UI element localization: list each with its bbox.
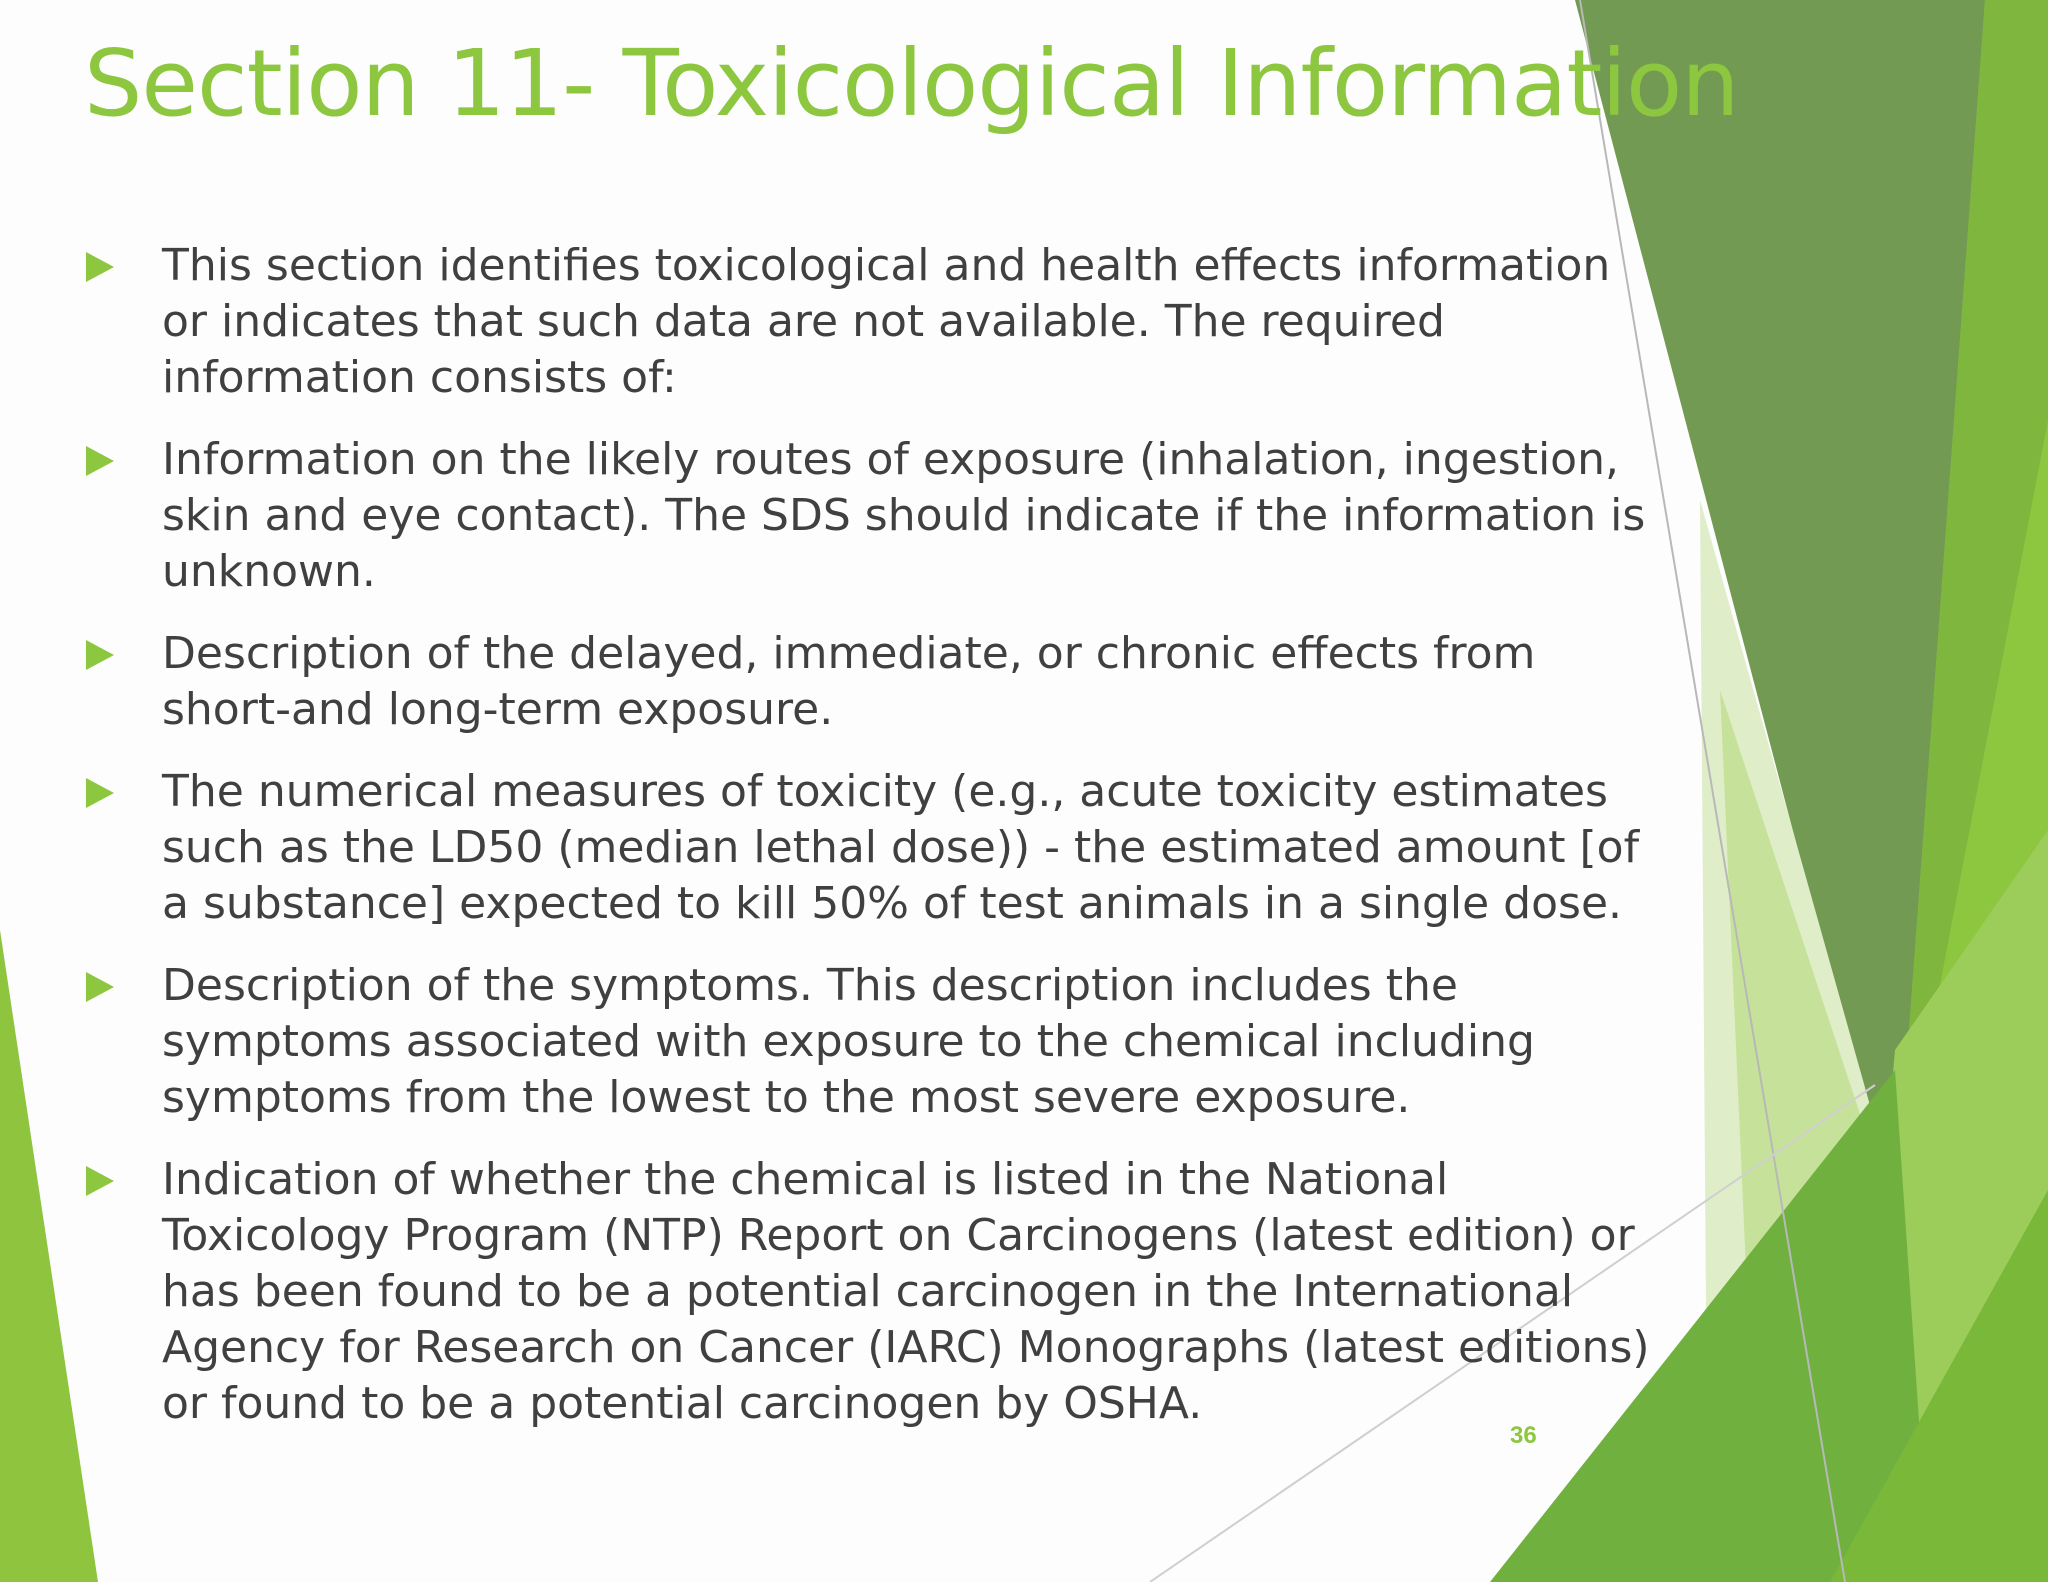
bullet-item: [86, 1152, 1666, 1432]
bullet-text: The numerical measures of toxicity (e.g., acute toxicity estimates such as the LD50 (median lethal dose)) - the estimated amount [of a substance] expected to kill 50% of test animals in a single dose.: [162, 766, 1640, 929]
bullet-text: Indication of whether the chemical is listed in the National Toxicology Program (NTP) Report on Carcinogens (latest edition) or has been found to be a potential carcinogen in the International Agency for Research on Cancer (IARC) Monographs (latest editions) or found to be a potential carcinogen by OSHA.: [162, 1154, 1650, 1429]
bullet-arrow-icon: [86, 1166, 114, 1196]
bullet-item: [86, 626, 1666, 738]
left-green-sliver: [0, 930, 98, 1582]
bullet-list: [86, 238, 1666, 1458]
bullet-text: Information on the likely routes of exposure (inhalation, ingestion, skin and eye contact). The SDS should indicate if the information is unknown.: [162, 434, 1646, 597]
bullet-item: [86, 432, 1666, 600]
bullet-item: [86, 238, 1666, 406]
bullet-text: Description of the delayed, immediate, or chronic effects from short-and long-term exposure.: [162, 628, 1536, 735]
bullet-arrow-icon: [86, 446, 114, 476]
bullet-text: This section identifies toxicological and health effects information or indicates that such data are not available. The required information consists of:: [162, 240, 1611, 403]
bullet-arrow-icon: [86, 640, 114, 670]
bullet-item: [86, 764, 1666, 932]
bullet-arrow-icon: [86, 972, 114, 1002]
page-number: 36: [1510, 1422, 1537, 1449]
slide-title: Section 11- Toxicological Information: [84, 30, 1739, 137]
bullet-arrow-icon: [86, 252, 114, 282]
bullet-arrow-icon: [86, 778, 114, 808]
bullet-text: Description of the symptoms. This description includes the symptoms associated with exposure to the chemical including symptoms from the lowest to the most severe exposure.: [162, 960, 1535, 1123]
bullet-item: [86, 958, 1666, 1126]
